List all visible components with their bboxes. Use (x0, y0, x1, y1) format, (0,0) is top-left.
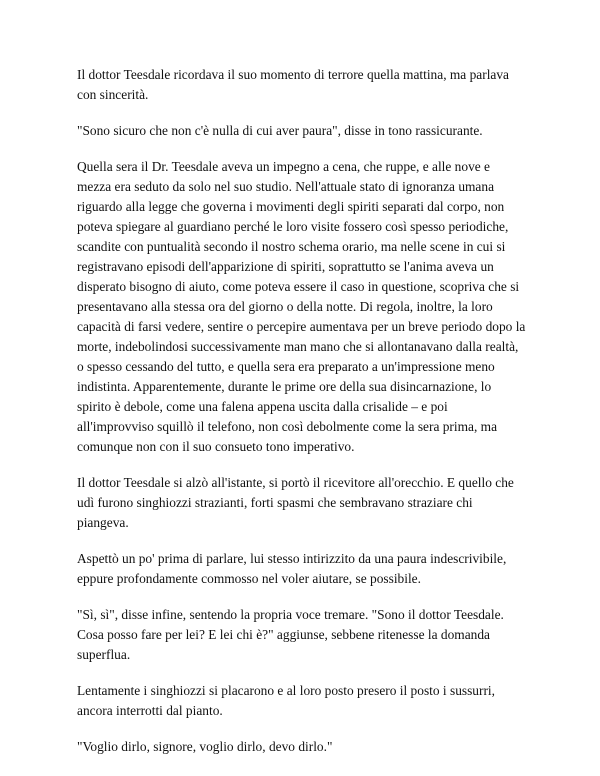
paragraph-6: "Sì, sì", disse infine, sentendo la propria voce tremare. "Sono il dottor Teesdale. Cosa posso fare per lei? E lei chi è?" aggiunse, sebbene ritenesse la domanda superflua. (77, 607, 504, 662)
paragraph-2: "Sono sicuro che non c'è nulla di cui aver paura", disse in tono rassicurante. (77, 123, 483, 138)
paragraph-8: "Voglio dirlo, signore, voglio dirlo, devo dirlo." (77, 739, 333, 754)
paragraph-1: Il dottor Teesdale ricordava il suo momento di terrore quella mattina, ma parlava con sincerità. (77, 67, 509, 102)
paragraph-5: Aspettò un po' prima di parlare, lui stesso intirizzito da una paura indescrivibile, eppure profondamente commosso nel voler aiutare, se possibile. (77, 551, 507, 586)
paragraph-4: Il dottor Teesdale si alzò all'istante, si portò il ricevitore all'orecchio. E quello che udì furono singhiozzi strazianti, forti spasmi che sembravano straziare chi piangeva. (77, 475, 514, 530)
document-body (77, 65, 527, 773)
paragraph-7: Lentamente i singhiozzi si placarono e al loro posto presero il posto i sussurri, ancora interrotti dal pianto. (77, 683, 495, 718)
paragraph-3: Quella sera il Dr. Teesdale aveva un impegno a cena, che ruppe, e alle nove e mezza era seduto da solo nel suo studio. Nell'attuale stato di ignoranza umana riguardo alla legge che governa i movimenti degli spiriti separati dal corpo, non poteva spiegare al guardiano perché le loro visite fossero così spesso periodiche, scandite con puntualità secondo il nostro schema orario, ma nelle scene in cui si registravano episodi dell'apparizione di spiriti, soprattutto se l'anima aveva un disperato bisogno di aiuto, come poteva essere il caso in questione, scopriva che si presentavano alla stessa ora del giorno o della notte. Di regola, inoltre, la loro capacità di farsi vedere, sentire o percepire aumentava per un breve periodo dopo la morte, indebolindosi successivamente man mano che si allontanavano dalla realtà, o spesso cessando del tutto, e quella sera era preparato a un'impressione meno indistinta. Apparentemente, durante le prime ore della sua disincarnazione, lo spirito è debole, come una falena appena uscita dalla crisalide – e poi all'improvviso squillò il telefono, non così debolmente come la sera prima, ma comunque non con il suo consueto tono imperativo. (77, 159, 526, 454)
